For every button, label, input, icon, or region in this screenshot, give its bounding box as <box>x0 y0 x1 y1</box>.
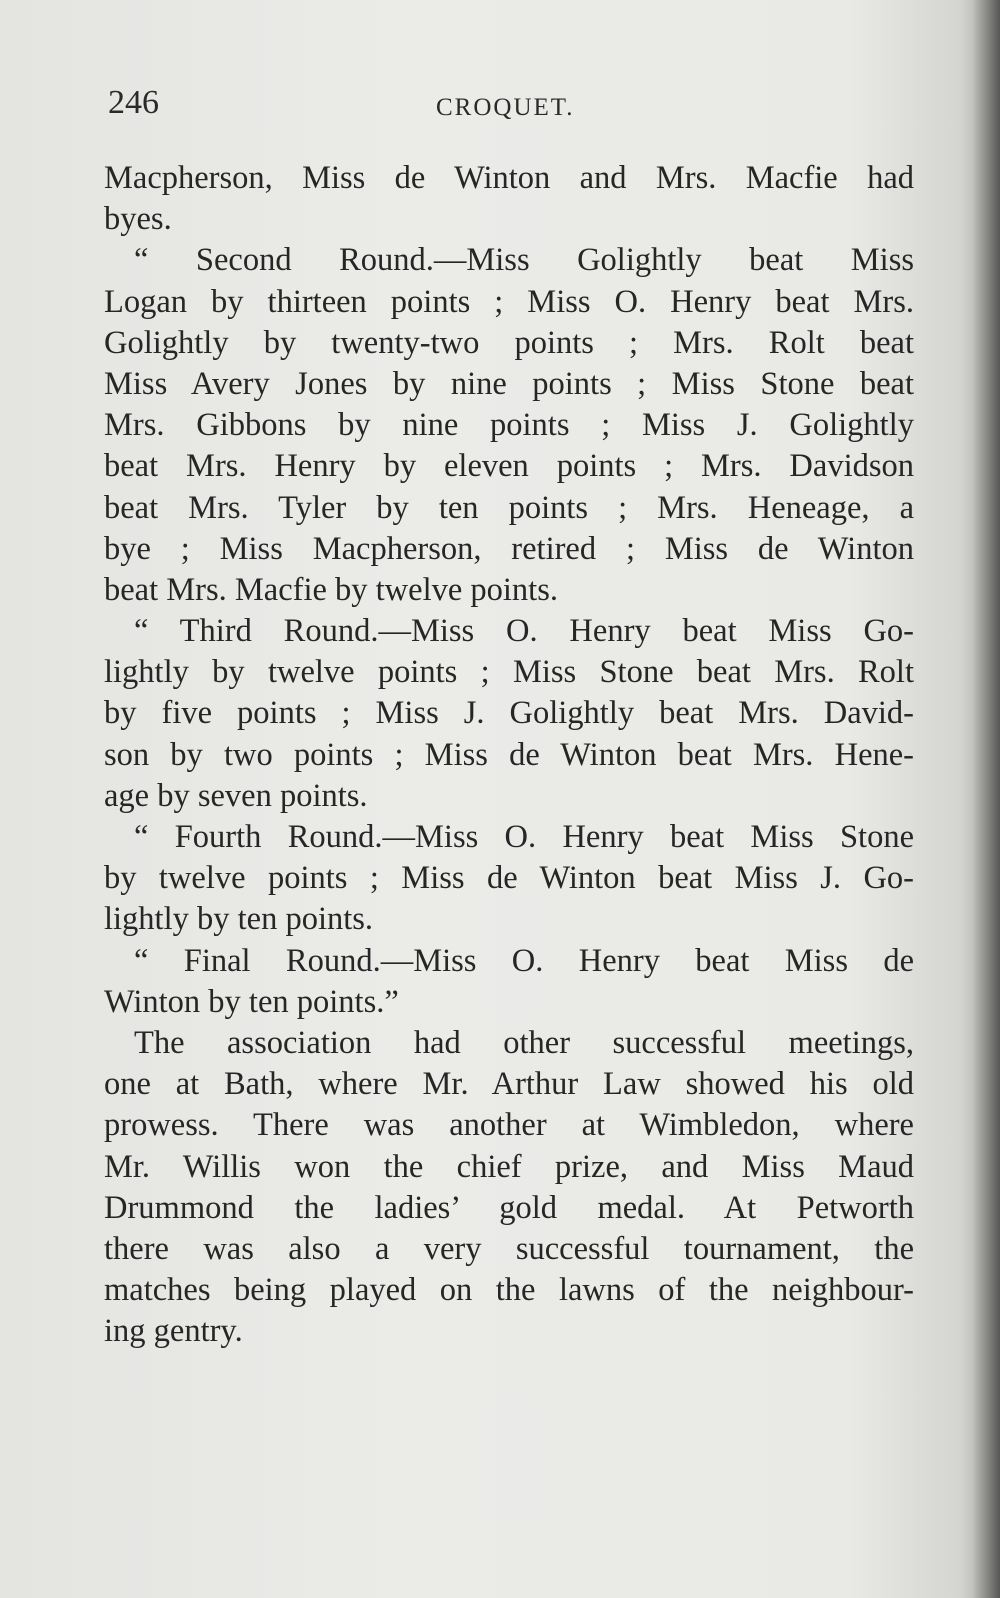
text-line: lightly by ten points. <box>104 901 374 938</box>
running-title: CROQUET. <box>436 94 575 121</box>
text-line: one at Bath, where Mr. Arthur Law showed his old <box>104 1066 914 1103</box>
text-line: beat Mrs. Macfie by twelve points. <box>104 571 558 608</box>
text-line: there was also a very successful tournament, the <box>104 1230 914 1267</box>
text-line: Logan by thirteen points ; Miss O. Henry beat Mrs. <box>104 283 914 320</box>
text-line: Mr. Willis won the chief prize, and Miss Maud <box>104 1148 914 1185</box>
text-line: Golightly by twenty-two points ; Mrs. Rolt beat <box>104 324 914 361</box>
text-line: beat Mrs. Tyler by ten points ; Mrs. Heneage, a <box>104 489 914 526</box>
page-edge-shadow <box>972 0 1000 1598</box>
text-line: bye ; Miss Macpherson, retired ; Miss de Winton <box>104 530 914 567</box>
page-number: 246 <box>108 84 159 121</box>
text-line: ing gentry. <box>104 1313 243 1350</box>
text-line: Drummond the ladies’ gold medal. At Petworth <box>104 1189 914 1226</box>
text-line: matches being played on the lawns of the neighbour- <box>104 1272 914 1309</box>
text-line: beat Mrs. Henry by eleven points ; Mrs. Davidson <box>104 448 914 485</box>
text-line: Winton by ten points.” <box>104 983 399 1020</box>
text-line: “ Third Round.—Miss O. Henry beat Miss Go- <box>134 613 914 650</box>
body-text <box>104 158 914 1352</box>
text-line: lightly by twelve points ; Miss Stone beat Mrs. Rolt <box>104 654 914 691</box>
text-line: byes. <box>104 201 172 238</box>
text-line: “ Second Round.—Miss Golightly beat Miss <box>134 242 914 279</box>
text-line: age by seven points. <box>104 777 368 814</box>
text-line: by five points ; Miss J. Golightly beat Mrs. David- <box>104 695 914 732</box>
text-line: Miss Avery Jones by nine points ; Miss Stone beat <box>104 365 914 402</box>
text-line: The association had other successful meetings, <box>134 1024 914 1061</box>
text-line: “ Final Round.—Miss O. Henry beat Miss de <box>134 942 914 979</box>
text-line: “ Fourth Round.—Miss O. Henry beat Miss Stone <box>134 819 914 855</box>
running-head <box>108 84 908 134</box>
text-line: son by two points ; Miss de Winton beat Mrs. Hene- <box>104 736 914 773</box>
text-line: prowess. There was another at Wimbledon, where <box>104 1107 914 1144</box>
text-line: Mrs. Gibbons by nine points ; Miss J. Golightly <box>104 407 914 444</box>
text-line: by twelve points ; Miss de Winton beat Miss J. Go- <box>104 860 914 897</box>
text-line: Macpherson, Miss de Winton and Mrs. Macfie had <box>104 160 914 196</box>
